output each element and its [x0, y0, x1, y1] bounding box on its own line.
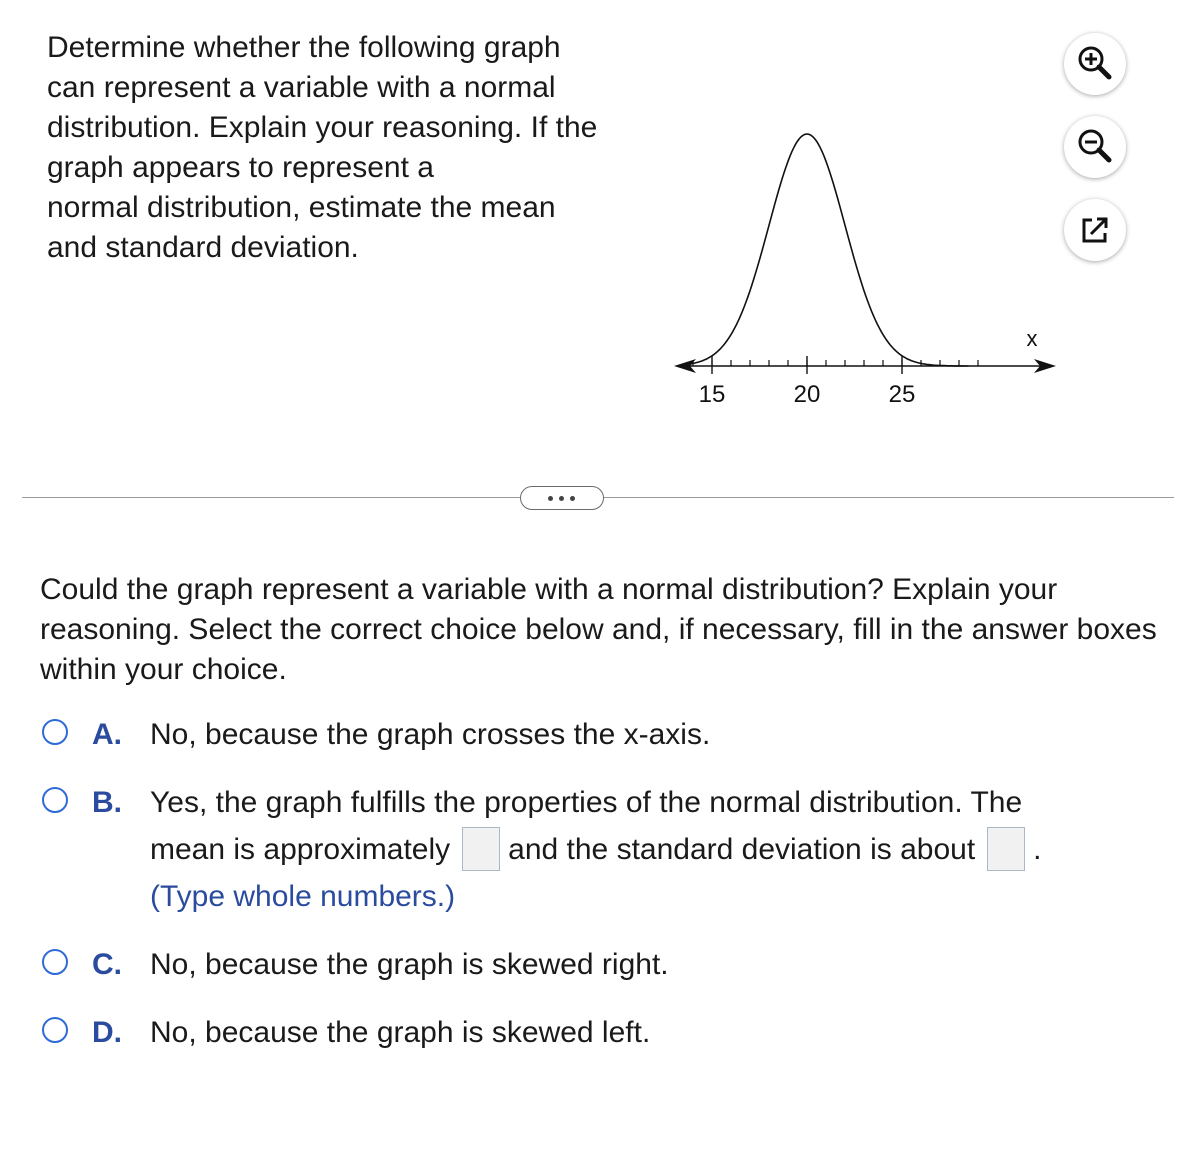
- radio-b[interactable]: [42, 787, 68, 813]
- choice-letter: B.: [92, 786, 122, 819]
- tick-label: 25: [888, 381, 916, 408]
- radio-c[interactable]: [42, 949, 68, 975]
- normal-curve-graph: [660, 120, 1060, 420]
- choice-text: Yes, the graph fulfills the properties of the normal distribution. The: [150, 786, 1023, 819]
- choice-text: No, because the graph crosses the x-axis.: [150, 718, 711, 751]
- question-line: Determine whether the following graph: [47, 31, 561, 64]
- choice-b-body: [150, 779, 1150, 920]
- major-ticks: [712, 356, 902, 374]
- sd-answer-box[interactable]: [987, 827, 1025, 871]
- choice-letter: C.: [92, 948, 122, 981]
- choice-letter: D.: [92, 1016, 122, 1049]
- popout-icon: [1064, 199, 1126, 261]
- zoom-in-icon: [1064, 33, 1126, 95]
- dot-icon: [548, 496, 553, 501]
- zoom-in-button[interactable]: [1064, 33, 1126, 95]
- tick-label: 15: [698, 381, 726, 408]
- question-line: and standard deviation.: [47, 231, 359, 264]
- question-line: graph appears to represent a: [47, 151, 434, 184]
- choice-text: mean is approximately: [150, 833, 451, 866]
- mean-answer-box[interactable]: [462, 827, 500, 871]
- zoom-out-button[interactable]: [1064, 116, 1126, 178]
- question-line: normal distribution, estimate the mean: [47, 191, 556, 224]
- x-axis-label: x: [1026, 326, 1038, 351]
- prompt-text: Could the graph represent a variable with a normal distribution? Explain your reasoning. Select the correct choice below and, if necessary, fill in the answer boxes within your choice.: [40, 573, 1157, 686]
- question-line: distribution. Explain your reasoning. If the: [47, 111, 598, 144]
- dot-icon: [559, 496, 564, 501]
- zoom-out-icon: [1064, 116, 1126, 178]
- radio-a[interactable]: [42, 719, 68, 745]
- radio-d[interactable]: [42, 1017, 68, 1043]
- choice-text: .: [1033, 833, 1042, 866]
- choice-text: No, because the graph is skewed left.: [150, 1016, 651, 1049]
- dot-icon: [570, 496, 575, 501]
- choice-text: and the standard deviation is about: [508, 833, 976, 866]
- choice-b-answer-line: [150, 826, 1150, 873]
- question-text: [47, 28, 667, 268]
- popout-button[interactable]: [1064, 199, 1126, 261]
- choice-letter: A.: [92, 718, 122, 751]
- normal-curve: [689, 134, 968, 366]
- choice-text: No, because the graph is skewed right.: [150, 948, 669, 981]
- question-line: can represent a variable with a normal: [47, 71, 556, 104]
- tick-label: 20: [793, 381, 821, 408]
- more-options-button[interactable]: [520, 486, 604, 510]
- hint-text: (Type whole numbers.): [150, 880, 456, 913]
